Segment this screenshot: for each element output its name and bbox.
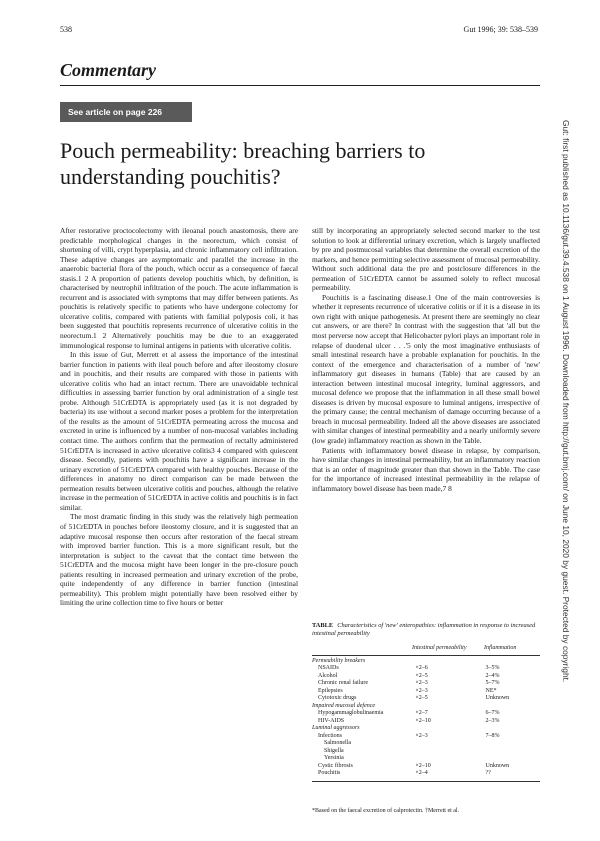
paragraph: Patients with inflammatory bowel disease in relapse, by comparison, have similar changes in intestinal permeability, but an inflammatory reaction that is an order of magnitude greater than that shown in the Table. The case for the importance of increased intestinal permeability in the relapse of inflammatory bowel disease has been made,7 8 xyxy=(312,445,540,493)
table-cell-condition: Salmonella xyxy=(324,740,351,746)
journal-citation: Gut 1996; 39: 538–539 xyxy=(463,25,538,34)
table-row xyxy=(312,740,540,748)
table-cell-condition: Alcohol xyxy=(318,672,338,679)
table-cell-permeability: ×2–4 xyxy=(415,770,428,776)
see-also-link[interactable]: See article on page 226 xyxy=(60,102,192,122)
copyright-sidebar xyxy=(562,120,580,690)
table-cell-inflammation: NE* xyxy=(485,687,497,694)
sidebar-text: Gut: first published as 10.1136/gut.39.4.538 on 1 August 1996. Downloaded from http://gut.bmj.com/ on June 10, 2020 by guest. Protected by copyright. xyxy=(561,120,571,683)
paragraph: Pouchitis is a fascinating disease.1 One of the main controversies is whether it represents recurrence of ulcerative colitis or if it is a disease in its own right with unique pathogenesis. At present there are seemingly no clear cut answers, or are there? In contrast with the suggestion that 'all but the most perverse now accept that Helicobacter pylori plays an important role in relapse of duodenal ulcer . . .'5 only the most imaginative enthusiasts of small intestinal research have a probable explanation for pouchitis. In the context of the emergence and characterisation of a number of 'new' inflammatory gut diseases in humans (Table) that are caused by an interaction between intestinal mucosal integrity, luminal aggressors, and mucosal defence we propose that the inflammation in all these small bowel diseases is driven by mucosal exposure to luminal antigens, irrespective of the primary cause; the central mechanism of damage occurring because of a breach in mucosal permeability. Indeed all the above diseases are associated with similar changes of intestinal permeability and a nearly uniformly severe (low grade) inflammatory reaction as shown in the Table. xyxy=(312,292,540,446)
table-row xyxy=(312,703,540,711)
table-cell-permeability xyxy=(412,658,484,666)
table-cell-inflammation xyxy=(484,658,540,666)
table-cell-condition: Impaired mucosal defence xyxy=(312,702,376,709)
table-caption xyxy=(312,622,540,638)
table-cell-condition: Infections xyxy=(318,732,342,739)
table-cell-inflammation: 7–8% xyxy=(485,732,500,739)
paragraph: still by incorporating an appropriately selected second marker to the test solution to look at differential urinary excretion, which is largely unaffected by pre and postmucosal variables that determine the overall excretion of the markers, and hence permitting selective assessment of mucosal permeability. Without such additional data the pre and postclosure differences in the permeation of 51CrEDTA cannot be assumed solely to reflect mucosal permeability. xyxy=(312,226,540,293)
article-title: Pouch permeability: breaching barriers to understanding pouchitis? xyxy=(60,138,426,189)
table-row xyxy=(312,710,540,718)
table-cell-permeability xyxy=(412,703,484,711)
table-cell-inflammation xyxy=(487,755,540,763)
table-cell-inflammation xyxy=(484,725,540,733)
table-cell-inflammation: Unknown xyxy=(485,762,510,769)
table-cell-permeability xyxy=(419,740,487,748)
table-cell-inflammation: 6–7% xyxy=(485,710,500,716)
table-cell-condition: Pouchitis xyxy=(318,770,341,776)
page-number: 538 xyxy=(60,25,72,34)
table-cell-condition: Hypogammaglobulinaemia xyxy=(318,710,384,716)
table-cell-permeability: ×2–10 xyxy=(415,717,431,724)
table-row xyxy=(312,665,540,673)
table-cell-permeability: ×2–5 xyxy=(415,672,428,679)
table-cell-condition: NSAIDs xyxy=(318,665,339,671)
table-caption-text: Characteristics of 'new' enteropathies: inflammation in response to increased intestinal permeability xyxy=(312,622,536,637)
table-cell-inflammation xyxy=(484,703,540,711)
table-cell-condition: HIV-AIDS xyxy=(318,717,345,724)
table-cell-permeability: ×2–3 xyxy=(415,680,428,686)
table-cell-inflammation: Unknown xyxy=(485,695,510,701)
table-cell-inflammation: 2–3% xyxy=(485,717,500,724)
table-label: TABLE xyxy=(312,622,334,629)
body-column-1 xyxy=(60,226,298,806)
table-row xyxy=(312,748,540,756)
table-row xyxy=(312,755,540,763)
table-cell-condition: Permeability breakers xyxy=(312,657,366,664)
enteropathy-table xyxy=(312,645,540,782)
table-cell-inflammation: ?? xyxy=(485,770,491,776)
table-row xyxy=(312,733,540,741)
table-cell-permeability xyxy=(419,748,487,756)
table-cell-permeability: ×2–3 xyxy=(415,687,428,694)
table-cell-inflammation xyxy=(487,740,540,748)
table-cell-condition: Yersinia xyxy=(324,755,344,761)
table-row xyxy=(312,695,540,703)
paragraph: In this issue of Gut, Merrett et al assess the importance of the intestinal barrier function in patients with ileal pouch before and after ileostomy closure and in pouchitis, and their results are compared with those in patients with ulcerative colitis who had an intact rectum. There are unavoidable technical difficulties in assessing barrier function by oral administration of a single test probe. Although 51CrEDTA is appropriately used (as it is not degraded by bacteria) its use without a second marker poses a problem for the interpretation of the results as the amount of 51CrEDTA permeating across the mucosa and excreted in urine is influenced by a number of non-mucosal variables including contact time. The authors confirm that the permeation of rectally administered 51CrEDTA is increased in active ulcerative colitis3 4 compared with quiescent disease. Secondly, patients with pouchitis have a significant increase in the urinary excretion of 51CrEDTA compared with healthy pouches. Because of the differences in anatomy no direct comparison can be made between the permeation results between ulcerative colitis and pouches, although the relative increase in the permeation of 51CrEDTA in active colitis and pouchitis is in fact similar. xyxy=(60,350,298,512)
table-cell-condition: Cytotoxic drugs xyxy=(318,695,357,701)
table-row xyxy=(312,763,540,771)
table-cell-inflammation: 5–7% xyxy=(485,680,500,686)
table-row xyxy=(312,770,540,778)
table-header-cell: Inflammation xyxy=(484,645,517,651)
table-cell-condition: Cystic fibrosis xyxy=(318,762,353,769)
table-cell-condition: Epilepsies xyxy=(318,687,343,694)
table-row xyxy=(312,718,540,726)
table-row xyxy=(312,680,540,688)
table-row xyxy=(312,658,540,666)
paragraph: The most dramatic finding in this study was the relatively high permeation of 51CrEDTA in pouches before ileostomy closure, and it is suggested that an adaptive mucosal response then occurs after restoration of the faecal stream with improved barrier function. This is a more significant result, but the interpretation is subject to the caveat that the contact time between the 51CrEDTA and the mucosa might have been longer in the pre-closure pouch patients resulting in increased permeation and urinary excretion of the probe, quite independently of any difference in barrier function (intestinal permeability). This problem might potentially have been resolved either by limiting the urine collection time to five hours or better xyxy=(60,512,298,608)
table-cell-inflammation: 3–5% xyxy=(485,665,500,671)
section-label: Commentary xyxy=(60,60,157,80)
table-row xyxy=(312,725,540,733)
table-cell-permeability: ×2–6 xyxy=(415,665,428,671)
table-cell-condition: Chronic renal failure xyxy=(318,680,368,686)
table-cell-permeability: ×2–3 xyxy=(415,732,428,739)
table-header-row xyxy=(312,645,540,656)
table-footnote: *Based on the faecal excretion of calprotectin. †Merrett et al. xyxy=(312,808,460,814)
table-cell-permeability: ×2–5 xyxy=(415,695,428,701)
table-row xyxy=(312,688,540,696)
table-cell-condition: Shigella xyxy=(324,747,344,754)
table-bottom-rule xyxy=(312,781,540,782)
table-cell-permeability xyxy=(412,725,484,733)
body-column-2 xyxy=(312,226,540,606)
table-row xyxy=(312,673,540,681)
table-cell-condition: Luminal aggressors xyxy=(312,725,360,731)
table-cell-permeability: ×2–7 xyxy=(415,710,428,716)
section-rule xyxy=(60,85,540,86)
table-body xyxy=(312,658,540,778)
table-cell-inflammation xyxy=(487,748,540,756)
table-cell-permeability: ×2–10 xyxy=(415,762,431,769)
table-header-cell: Intestinal permeability xyxy=(412,645,467,651)
table-header-cell xyxy=(312,645,412,653)
paragraph: After restorative proctocolectomy with ileoanal pouch anastomosis, there are predictable morphological changes in the neorectum, which consist of shortening of villi, crypt hyperplasia, and chronic inflammatory cell infiltration. These adaptive changes are asymptomatic and parallel the increase in the anaerobic bacterial flora of the pouch, which occur as a consequence of faecal stasis.1 2 A proportion of patients develop pouchitis which, by definition, is characterised by neutrophil infiltration of the pouch. The acute inflammation is recurrent and is associated with symptoms that may differ between patients. As pouchitis is relatively specific to patients who have undergone colectomy for ulcerative colitis, compared with patients with familial polyposis coli, it has been suggested that pouchitis represents recurrence of ulcerative colitis in the neorectum.1 2 Alternatively pouchitis may be due to an exaggerated immunological response to luminal antigens in patients with ulcerative colitis. xyxy=(60,226,298,350)
table-cell-inflammation: 2–4% xyxy=(485,672,500,679)
table-cell-permeability xyxy=(419,755,487,763)
